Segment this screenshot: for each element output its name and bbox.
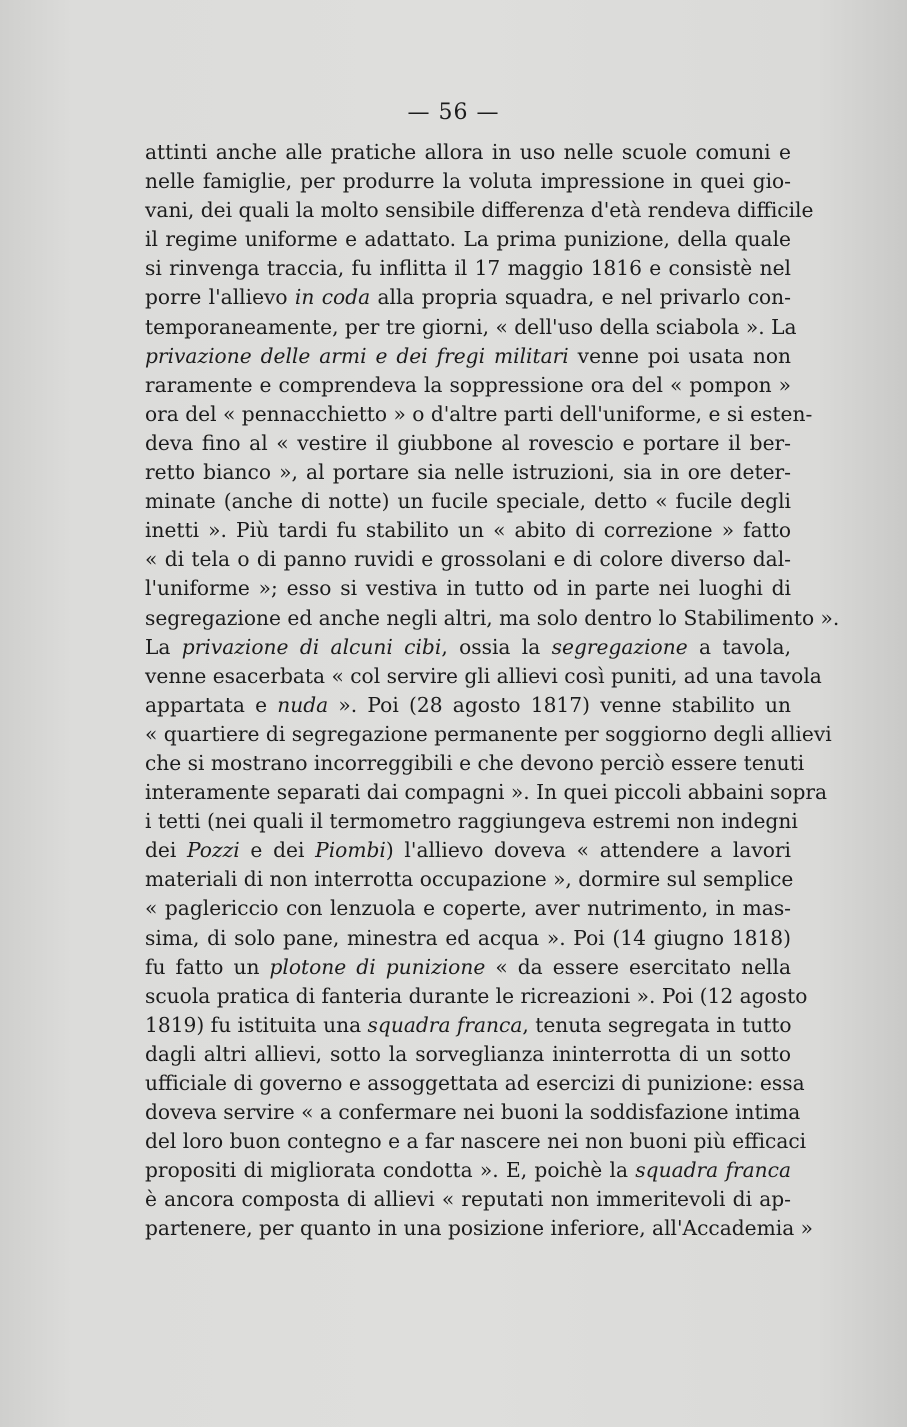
text-segment: ora del « pennacchietto » o d'altre parti dell'uniforme, e si esten-	[145, 401, 813, 426]
text-line	[145, 604, 840, 633]
text-line	[145, 545, 791, 574]
text-line	[145, 283, 791, 312]
text-line	[145, 836, 791, 865]
text-segment: 1819) fu istituita una	[145, 1012, 368, 1037]
text-segment: a tavola,	[687, 634, 791, 659]
italic-text: plotone di punizione	[269, 954, 486, 979]
italic-text: privazione di alcuni cibi	[181, 634, 442, 659]
text-segment: partenere, per quanto in una posizione inferiore, all'Accademia »	[145, 1216, 814, 1241]
text-line	[145, 225, 791, 254]
text-line	[145, 574, 791, 603]
text-line	[145, 400, 813, 429]
text-line	[145, 254, 791, 283]
text-line	[145, 196, 814, 225]
text-line	[145, 778, 828, 807]
text-line	[145, 807, 798, 836]
text-segment: ufficiale di governo e assoggettata ad esercizi di punizione: essa	[145, 1071, 805, 1095]
text-line	[145, 371, 791, 400]
text-segment: « di tela o di panno ruvidi e grossolani e di colore diverso dal-	[145, 547, 791, 572]
text-segment: deva fino al « vestire il giubbone al rovescio e portare il ber-	[145, 430, 791, 455]
text-segment: inetti ». Più tardi fu stabilito un « abito di correzione » fatto	[145, 518, 791, 543]
text-line	[145, 167, 791, 196]
text-line	[145, 1098, 801, 1127]
text-segment: doveva servire « a confermare nei buoni la soddisfazione intima	[145, 1100, 801, 1125]
text-line	[145, 865, 794, 894]
text-line	[145, 313, 797, 342]
text-segment: « paglericcio con lenzuola e coperte, aver nutrimento, in mas-	[145, 896, 791, 921]
text-line	[145, 342, 791, 371]
text-segment: porre l'allievo	[145, 285, 295, 310]
italic-text: nuda	[277, 692, 329, 717]
text-line	[145, 516, 791, 545]
text-line	[145, 924, 791, 953]
italic-text: privazione delle armi e dei fregi militari	[145, 343, 569, 368]
text-line	[145, 691, 791, 720]
text-segment: alla propria squadra, e nel privarlo con-	[370, 285, 791, 310]
text-segment: attinti anche alle pratiche allora in uso nelle scuole comuni e	[145, 140, 791, 164]
text-segment: scuola pratica di fanteria durante le ricreazioni ». Poi (12 agosto	[145, 983, 808, 1008]
text-line	[145, 1156, 791, 1185]
text-line	[145, 487, 791, 516]
text-segment: raramente e comprendeva la soppressione ora del « pompon »	[145, 372, 791, 397]
italic-text: in coda	[294, 285, 371, 310]
text-line	[145, 1214, 814, 1243]
text-line	[145, 720, 832, 749]
text-line	[145, 1185, 791, 1214]
text-line	[145, 633, 791, 662]
text-segment: il regime uniforme e adattato. La prima punizione, della quale	[145, 227, 791, 252]
text-line	[145, 1040, 791, 1069]
text-segment: che si mostrano incorreggibili e che devono perciò essere tenuti	[145, 750, 805, 775]
text-segment: propositi di migliorata condotta ». E, poichè la	[145, 1158, 636, 1183]
body-text	[145, 138, 840, 1244]
text-line	[145, 1069, 805, 1098]
text-segment: fu fatto un	[145, 954, 270, 979]
text-segment: dei	[145, 838, 188, 863]
text-segment: e dei	[239, 838, 316, 863]
text-segment: « da essere esercitato nella	[485, 954, 791, 979]
text-line	[145, 749, 805, 778]
text-segment: del loro buon contegno e a far nascere nei non buoni più efficaci	[145, 1129, 807, 1154]
text-line	[145, 1127, 807, 1156]
italic-text: squadra franca	[635, 1158, 791, 1183]
text-segment: interamente separati dai compagni ». In quei piccoli abbaini sopra	[145, 780, 828, 805]
text-segment: , tenuta segregata in tutto	[522, 1012, 792, 1037]
text-segment: sima, di solo pane, minestra ed acqua ». Poi (14 giugno 1818)	[145, 925, 791, 950]
text-line	[145, 662, 822, 691]
text-segment: i tetti (nei quali il termometro raggiungeva estremi non indegni	[145, 809, 798, 834]
text-segment: l'uniforme »; esso si vestiva in tutto od in parte nei luoghi di	[145, 576, 791, 601]
text-line	[145, 1011, 791, 1040]
text-segment: vani, dei quali la molto sensibile differenza d'età rendeva difficile	[145, 198, 814, 223]
italic-text: Pozzi	[187, 838, 240, 863]
text-segment: , ossia la	[441, 634, 552, 659]
text-segment: venne poi usata non	[568, 343, 791, 368]
text-line	[145, 894, 791, 923]
text-segment: venne esacerbata « col servire gli allievi così puniti, ad una tavola	[145, 663, 822, 688]
text-segment: segregazione ed anche negli altri, ma solo dentro lo Stabilimento ».	[145, 605, 840, 630]
page-number: — 56 —	[407, 100, 500, 125]
text-line	[145, 458, 791, 487]
text-segment: ». Poi (28 agosto 1817) venne stabilito un	[328, 692, 791, 717]
italic-text: Piombi	[315, 838, 386, 863]
text-line	[145, 429, 791, 458]
text-segment: minate (anche di notte) un fucile speciale, detto « fucile degli	[145, 489, 791, 514]
text-segment: dagli altri allievi, sotto la sorveglianza ininterrotta di un sotto	[145, 1041, 791, 1066]
text-segment: retto bianco », al portare sia nelle istruzioni, sia in ore deter-	[145, 460, 791, 485]
text-line	[145, 953, 791, 982]
text-line	[145, 982, 808, 1011]
text-segment: La	[145, 634, 182, 659]
italic-text: squadra franca	[367, 1012, 523, 1037]
text-segment: nelle famiglie, per produrre la voluta impressione in quei gio-	[145, 169, 791, 194]
text-segment: materiali di non interrotta occupazione », dormire sul semplice	[145, 867, 794, 892]
text-segment: si rinvenga traccia, fu inflitta il 17 maggio 1816 e consistè nel	[145, 256, 791, 281]
text-segment: temporaneamente, per tre giorni, « dell'uso della sciabola ». La	[145, 314, 797, 339]
text-line	[145, 138, 791, 167]
text-segment: è ancora composta di allievi « reputati non immeritevoli di ap-	[145, 1187, 791, 1212]
text-segment: « quartiere di segregazione permanente per soggiorno degli allievi	[145, 721, 832, 746]
italic-text: segregazione	[551, 634, 688, 659]
text-segment: ) l'allievo doveva « attendere a lavori	[385, 838, 791, 863]
text-segment: appartata e	[145, 692, 278, 717]
